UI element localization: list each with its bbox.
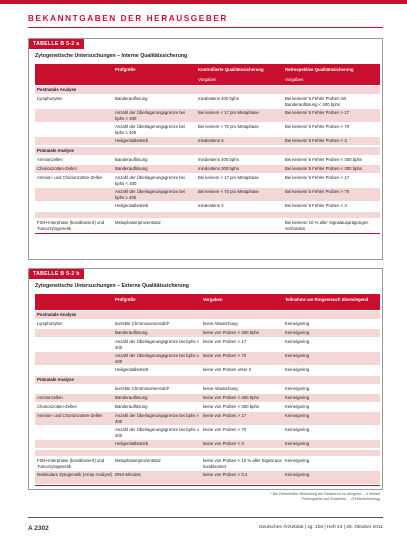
table-cell: Keine/gering — [285, 386, 310, 391]
table-label: TABELLE B 5-2 a — [29, 39, 84, 49]
table-row — [35, 352, 380, 365]
table-row — [35, 320, 380, 328]
table-row — [35, 403, 380, 411]
table-cell: Bei keinem < 17 pro Metaphase — [198, 110, 259, 115]
table-cell: Heilgenitalbetrieb — [115, 203, 149, 208]
table-cell: Bei keinem/ 5 Fehler Proben > 17 — [285, 110, 350, 115]
section-title: Postnatale Analyse — [37, 312, 77, 317]
table-cell: Bei keinem < 70 pro Metaphase — [198, 189, 259, 194]
row-label: Chorionzotten-Zellen — [37, 404, 77, 409]
table-cell: Keine/gering — [285, 330, 310, 335]
table-cell: Anzahl der Überlagerungsgrenze bei bphs ≥ 400 — [115, 353, 200, 364]
table-cell: keine Abweichung — [203, 321, 238, 326]
table-cell: Anzahl der Überlagerungsgrenze bei bphs < 400 — [115, 413, 200, 424]
column-header: Vorgaben — [203, 297, 223, 302]
section-spacer — [35, 450, 380, 456]
row-label: Amnionzellen — [37, 395, 63, 400]
table-cell: keine von Proben < 400 bphs — [203, 395, 260, 400]
table-cell: Keine/gering — [285, 395, 310, 400]
table-cell: keine von Proben unter 3 — [203, 367, 252, 372]
row-label: Chorionzotten-Zellen — [37, 166, 77, 171]
section-header: BEKANNTGABEN DER HERAUSGEBER — [28, 14, 228, 23]
table-cell: mindestens 3 — [198, 203, 224, 208]
table-cell: Metaphasenprozentsatz — [115, 458, 161, 463]
table-cell: mindestens 400 bphs — [198, 157, 239, 162]
table-row — [35, 123, 380, 136]
table-cell: keine von Proben < 3 — [203, 441, 244, 446]
section-title: Postnatale Analyse — [37, 87, 77, 92]
table-row — [35, 412, 380, 425]
table-row — [35, 174, 380, 187]
table-row — [35, 95, 380, 108]
table-cell: Bei keinem/ 5 Fehler Proben mit Banderauflösung < 400 bphs — [285, 96, 347, 107]
table-row — [35, 366, 380, 374]
table-caption: Zytogenetische Untersuchungen – Interne Qualitätssicherung — [35, 53, 188, 59]
table-cell: keine von Proben > 17 — [203, 339, 247, 344]
table-header-row — [35, 64, 380, 75]
table-row — [35, 385, 380, 393]
table-cell: Keine/gering — [285, 404, 310, 409]
row-label: Amnion- und Chorionzotten-Zellen — [37, 413, 103, 418]
section-title: Pränatale Analyse — [37, 148, 74, 153]
table-cell: Heilgenitalbetrieb — [115, 138, 149, 143]
table-cell: Banderauflösung — [115, 404, 148, 409]
column-header: Teilnahme am Ringversuch überwiegend — [285, 297, 369, 302]
table-cell: Bei keinem/ 5 Fehler Proben > 70 — [285, 124, 350, 129]
table-cell: Heilgenitalbetrieb — [115, 367, 149, 372]
column-header: Kontrollierte Qualitätssicherung — [198, 67, 264, 72]
table-row — [35, 457, 380, 470]
page-number: A 2302 — [28, 525, 49, 532]
table-cell: Anzahl der Überlagerungsgrenze bei bphs < 400 — [115, 110, 185, 121]
table-cell: Anzahl der Überlagerungsgrenze bei bphs < 400 — [115, 175, 185, 186]
footer-divider — [28, 517, 383, 518]
table-row — [35, 202, 380, 210]
table-cell: Anzahl der Überlagerungsgrenze bei bphs ≥ 400 — [115, 427, 200, 438]
table-row — [35, 109, 380, 122]
table-cell: DNS-Mindest — [115, 472, 141, 477]
section-row — [35, 147, 380, 155]
table-cell: Bei keinem/ 5 Fehler Proben > 70 — [285, 189, 350, 194]
table-cell: mindestens 400 bphs — [198, 96, 239, 101]
table-cell: Bei keinem/ 10 % aller Signalausprägungen vorhanden — [285, 220, 369, 231]
table-cell: Bei keinem/ 5 Fehler Proben < 400 bphs — [285, 157, 363, 162]
section-row — [35, 311, 380, 319]
table-cell: keine von Proben > 70 — [203, 353, 247, 358]
table-cell: keine von Proben > 17 — [203, 413, 247, 418]
table-row — [35, 219, 380, 232]
table-cell: Keine/gering — [285, 441, 310, 446]
row-label: FISH-Interphase (konditioniert) und Tumorzytogenetik — [37, 220, 105, 231]
table-cell: Bei keinem/ 5 Fehler Proben > 17 — [285, 175, 350, 180]
table-cell: keine von Proben > 70 — [203, 427, 247, 432]
row-label: Lymphozyten — [37, 96, 63, 101]
table-cell: Metaphasenprozentsatz — [115, 220, 161, 225]
table-cell: Heilgenitalbetrieb — [115, 441, 149, 446]
table-row — [35, 426, 380, 439]
table-cell: Bei keinem/ 5 Fehler Proben < 3 — [285, 203, 347, 208]
table-cell: mindestens 300 bphs — [198, 166, 239, 171]
table-cell: keine von Proben > 10 % aller Signal aus konditioniert — [203, 458, 282, 469]
table-bottom-rule — [35, 233, 380, 234]
table-caption: Zytogenetische Untersuchungen – Externe Qualitätssicherung — [35, 283, 189, 289]
table-cell: Banderauflösung — [115, 96, 148, 101]
table-cell: Keine/gering — [285, 339, 310, 344]
subheader-cell: Vorgaben — [285, 77, 304, 82]
table-cell: mindestens 3 — [198, 138, 224, 143]
table-row — [35, 394, 380, 402]
table-cell: Keine/gering — [285, 353, 310, 358]
table-cell: Banderauflösung — [115, 330, 148, 335]
table-cell: Bei keinem < 17 pro Metaphase — [198, 175, 259, 180]
table-cell: Anzahl der Überlagerungsgrenze bei bphs < 400 — [115, 339, 200, 350]
table-cell: Keine/gering — [285, 472, 310, 477]
table-row — [35, 471, 380, 484]
subheader-cell: Vorgaben — [198, 77, 217, 82]
section-title: Pränatale Analyse — [37, 377, 74, 382]
section-row — [35, 376, 380, 384]
table-cell: Anzahl der Überlagerungsgrenze bei bphs ≥ 400 — [115, 124, 185, 135]
table-cell: Bei keinem/ 5 Fehler Proben < 3 — [285, 138, 347, 143]
table-cell: Anzahl der Überlagerungsgrenze bei bphs ≥ 400 — [115, 189, 185, 200]
table-cell: Keine/gering — [285, 321, 310, 326]
table-cell: Keine/gering — [285, 413, 310, 418]
table-row — [35, 137, 380, 145]
table-cell: keine von Proben < 400 bphs — [203, 330, 260, 335]
table-header-row — [35, 294, 380, 310]
section-row — [35, 86, 380, 94]
row-label: Amnionzellen — [37, 157, 63, 162]
table-cell: Banderauflösung — [115, 395, 148, 400]
row-label: FISH-Interphase (konditioniert) und Tumorzytogenetik — [37, 458, 105, 469]
table-cell: Banderauflösung — [115, 166, 148, 171]
table-row — [35, 188, 380, 201]
table-cell: Keine/gering — [285, 367, 310, 372]
table-row — [35, 440, 380, 448]
table-cell: keine von Proben < 300 bphs — [203, 404, 260, 409]
column-header: Prüfgröße — [115, 297, 136, 302]
column-header: Prüfgröße — [115, 67, 136, 72]
table-cell: korrekte Chromosomenzahl* — [115, 321, 170, 326]
table-subheader-row — [35, 75, 380, 85]
column-header: Retrospektive Qualitätssicherung — [285, 67, 354, 72]
row-label: Molekulare Zytogenetik (Array-Analyse) — [37, 472, 113, 477]
table-cell: korrekte Chromosomenzahl* — [115, 386, 170, 391]
table-cell: keine von Proben > 0,4 — [203, 472, 248, 477]
table-row — [35, 338, 380, 351]
row-label: Lymphozyten — [37, 321, 63, 326]
table-bottom-rule — [35, 485, 380, 486]
top-accent-bar — [0, 0, 407, 4]
journal-citation: Deutsches Ärzteblatt | Jg. 108 | Heft 43 | 28. Oktober 2011 — [259, 525, 383, 530]
section-spacer — [35, 212, 380, 218]
header-divider — [28, 27, 383, 28]
table-cell: Banderauflösung — [115, 157, 148, 162]
table-cell: Keine/gering — [285, 458, 310, 463]
table-cell: Keine/gering — [285, 427, 310, 432]
table-cell: keine Abweichung — [203, 386, 238, 391]
table-cell: Bei keinem/ 5 Fehler Proben < 300 bphs — [285, 166, 363, 171]
table-row — [35, 165, 380, 173]
table-cell: Bei keinem < 70 pro Metaphase — [198, 124, 259, 129]
table-row — [35, 329, 380, 337]
table-label: TABELLE B 5-2 b — [29, 269, 84, 279]
row-label: Amnion- und Chorionzotten-Zellen — [37, 175, 103, 180]
table-footnote: * Bei Fehlerhafter Befundung am Gesamt ist es dringend ... 4 Verlauf Prüfungsfeld und Gutachten ... (Fehlerbehebung) — [270, 492, 380, 501]
table-b5-2a — [28, 38, 383, 260]
table-b5-2b — [28, 268, 383, 490]
table-row — [35, 156, 380, 164]
